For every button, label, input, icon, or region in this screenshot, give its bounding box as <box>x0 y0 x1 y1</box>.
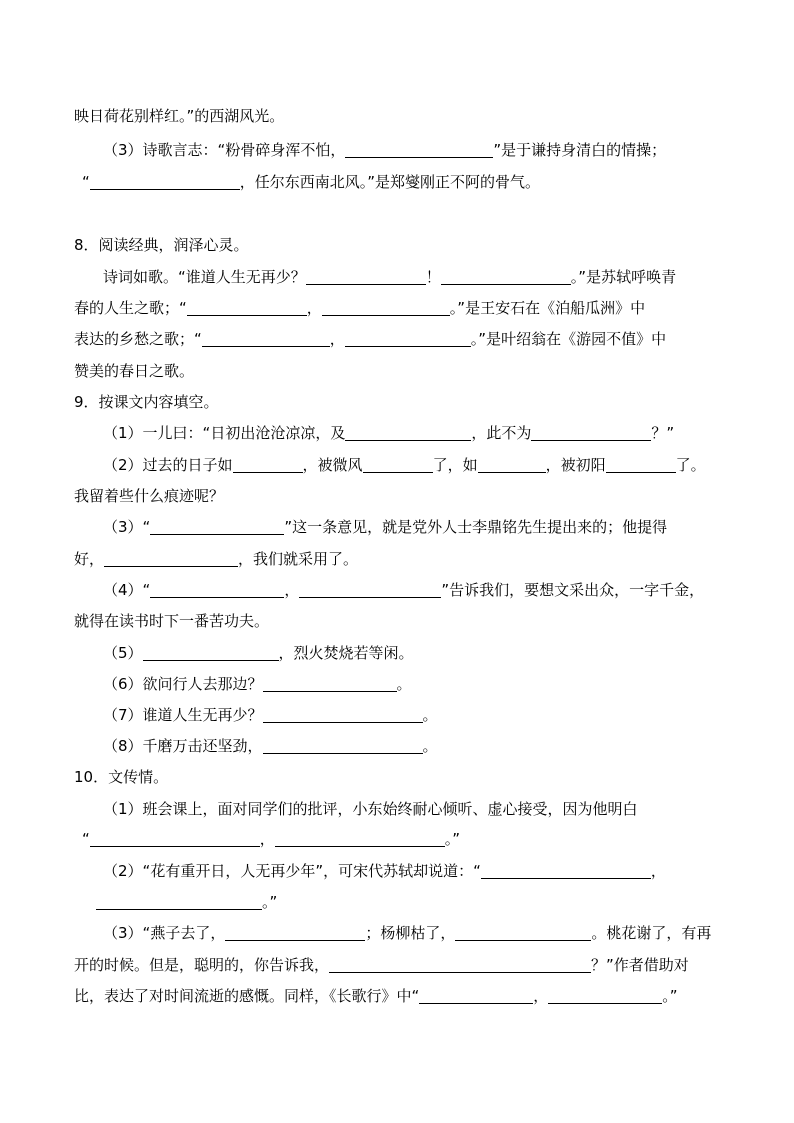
question-heading <box>74 765 168 789</box>
text-line <box>103 578 704 602</box>
line-text: ， <box>650 862 666 880</box>
answer-blank[interactable] <box>299 581 441 598</box>
line-text: ，任尔东西南北风。”是郑燮刚正不阿的骨气。 <box>239 173 541 191</box>
line-text: ，被初阳 <box>545 456 606 474</box>
answer-blank[interactable] <box>263 675 397 692</box>
answer-blank[interactable] <box>90 830 260 847</box>
line-text: ， <box>533 987 549 1005</box>
answer-blank[interactable] <box>363 456 433 473</box>
line-text: 9．按课文内容填空。 <box>74 393 219 411</box>
line-text: 了。 <box>675 456 706 474</box>
answer-blank[interactable] <box>143 644 279 661</box>
line-text: 。”是王安石在《泊船瓜洲》中 <box>449 299 646 317</box>
answer-blank[interactable] <box>275 830 445 847</box>
line-text: （2）过去的日子如 <box>103 456 233 474</box>
line-text: （6）欲问行人去那边？ <box>103 675 263 693</box>
line-text: ”是于谦持身清白的情操； <box>493 141 667 159</box>
line-text: （1）班会课上，面对同学们的批评，小东始终耐心倾听、虚心接受，因为他明白 <box>103 800 638 818</box>
line-text: 赞美的春日之歌。 <box>74 362 195 380</box>
answer-blank[interactable] <box>150 518 284 535</box>
answer-blank[interactable] <box>531 424 651 441</box>
line-text: ，我们就采用了。 <box>238 550 359 568</box>
line-text: 比，表达了对时间流逝的感慨。同样，《长歌行》中“ <box>74 987 420 1005</box>
line-text: 。” <box>262 893 278 911</box>
answer-blank[interactable] <box>306 268 426 285</box>
question-heading <box>74 233 249 257</box>
line-text: 诗词如歌。“谁道人生无再少？ <box>103 268 306 286</box>
line-text: 。”是叶绍翁在《游园不值》中 <box>470 330 667 348</box>
line-text: 映日荷花别样红。”的西湖风光。 <box>74 107 285 125</box>
text-line <box>103 453 706 477</box>
line-text: ；杨柳枯了， <box>365 924 456 942</box>
answer-blank[interactable] <box>225 924 365 941</box>
text-line <box>82 827 460 851</box>
answer-blank[interactable] <box>441 268 571 285</box>
text-line <box>103 859 666 883</box>
line-text: （3）“ <box>103 518 151 536</box>
line-text: ， <box>306 299 322 317</box>
line-text: 。 <box>422 706 438 724</box>
answer-blank[interactable] <box>606 456 676 473</box>
line-text: 春的人生之歌；“ <box>74 299 187 317</box>
text-line <box>74 359 194 383</box>
answer-blank[interactable] <box>263 706 423 723</box>
line-text: （2）“花有重开日，人无再少年”，可宋代苏轼却说道：“ <box>103 862 481 880</box>
answer-blank[interactable] <box>202 330 330 347</box>
answer-blank[interactable] <box>322 299 450 316</box>
line-text: ”告诉我们，要想文采出众，一字千金， <box>441 581 705 599</box>
line-text: ， <box>259 830 275 848</box>
line-text: ？”作者借助对 <box>591 956 689 974</box>
answer-blank[interactable] <box>419 987 533 1004</box>
text-line <box>103 734 438 758</box>
answer-blank[interactable] <box>478 456 546 473</box>
answer-blank[interactable] <box>345 141 493 158</box>
line-text: （8）千磨万击还坚劲， <box>103 737 263 755</box>
line-text: （1）一儿曰：“日初出沧沧凉凉，及 <box>103 424 346 442</box>
text-line <box>103 515 667 539</box>
line-text: 了，如 <box>432 456 478 474</box>
line-text: （5） <box>103 644 143 662</box>
line-text: 就得在读书时下一番苦功夫。 <box>74 612 270 630</box>
line-text: （7）谁道人生无再少？ <box>103 706 263 724</box>
answer-blank[interactable] <box>548 987 662 1004</box>
text-line <box>96 890 277 914</box>
answer-blank[interactable] <box>329 956 591 973</box>
text-line <box>103 138 666 162</box>
text-line <box>74 296 645 320</box>
answer-blank[interactable] <box>455 924 591 941</box>
text-line <box>103 672 412 696</box>
answer-blank[interactable] <box>90 173 240 190</box>
answer-blank[interactable] <box>96 893 262 910</box>
text-line <box>82 170 540 194</box>
line-text: 。”是苏轼呼唤青 <box>570 268 677 286</box>
line-text: “ <box>82 830 90 848</box>
line-text: 表达的乡愁之歌；“ <box>74 330 202 348</box>
text-line <box>103 641 414 665</box>
answer-blank[interactable] <box>150 581 284 598</box>
text-line <box>103 797 638 821</box>
line-text: ”这一条意见，就是党外人士李鼎铭先生提出来的；他提得 <box>284 518 668 536</box>
line-text: 。桃花谢了，有再 <box>591 924 712 942</box>
answer-blank[interactable] <box>187 299 307 316</box>
text-line <box>103 421 674 445</box>
line-text: （3）诗歌言志：“粉骨碎身浑不怕， <box>103 141 346 159</box>
question-heading <box>74 390 219 414</box>
line-text: 。” <box>662 987 678 1005</box>
answer-blank[interactable] <box>263 737 423 754</box>
line-text: ，烈火焚烧若等闲。 <box>278 644 414 662</box>
line-text: 我留着些什么痕迹呢？ <box>74 487 225 505</box>
text-line <box>103 265 676 289</box>
line-text: 。” <box>444 830 461 848</box>
line-text: 好， <box>74 550 105 568</box>
line-text: ， <box>284 581 300 599</box>
answer-blank[interactable] <box>345 330 471 347</box>
answer-blank[interactable] <box>104 550 238 567</box>
line-text: 。 <box>422 737 438 755</box>
line-text: ，被微风 <box>302 456 363 474</box>
answer-blank[interactable] <box>233 456 303 473</box>
line-text: 。 <box>396 675 412 693</box>
line-text: ，此不为 <box>471 424 532 442</box>
line-text: 10．文传情。 <box>74 768 169 786</box>
line-text: ！ <box>425 268 441 286</box>
line-text: “ <box>82 173 90 191</box>
text-line <box>74 327 666 351</box>
line-text: （4）“ <box>103 581 151 599</box>
text-line <box>103 921 711 945</box>
line-text: 8．阅读经典，润泽心灵。 <box>74 236 249 254</box>
line-text: （3）“燕子去了， <box>103 924 226 942</box>
line-text: 开的时候。但是，聪明的，你告诉我， <box>74 956 330 974</box>
text-line <box>74 953 689 977</box>
text-line <box>74 984 678 1008</box>
line-text: ？” <box>651 424 675 442</box>
text-line <box>74 484 224 508</box>
line-text: ， <box>329 330 345 348</box>
text-line <box>74 547 358 571</box>
text-line <box>74 104 284 128</box>
text-line <box>103 703 438 727</box>
answer-blank[interactable] <box>345 424 471 441</box>
text-line <box>74 609 269 633</box>
answer-blank[interactable] <box>481 862 651 879</box>
